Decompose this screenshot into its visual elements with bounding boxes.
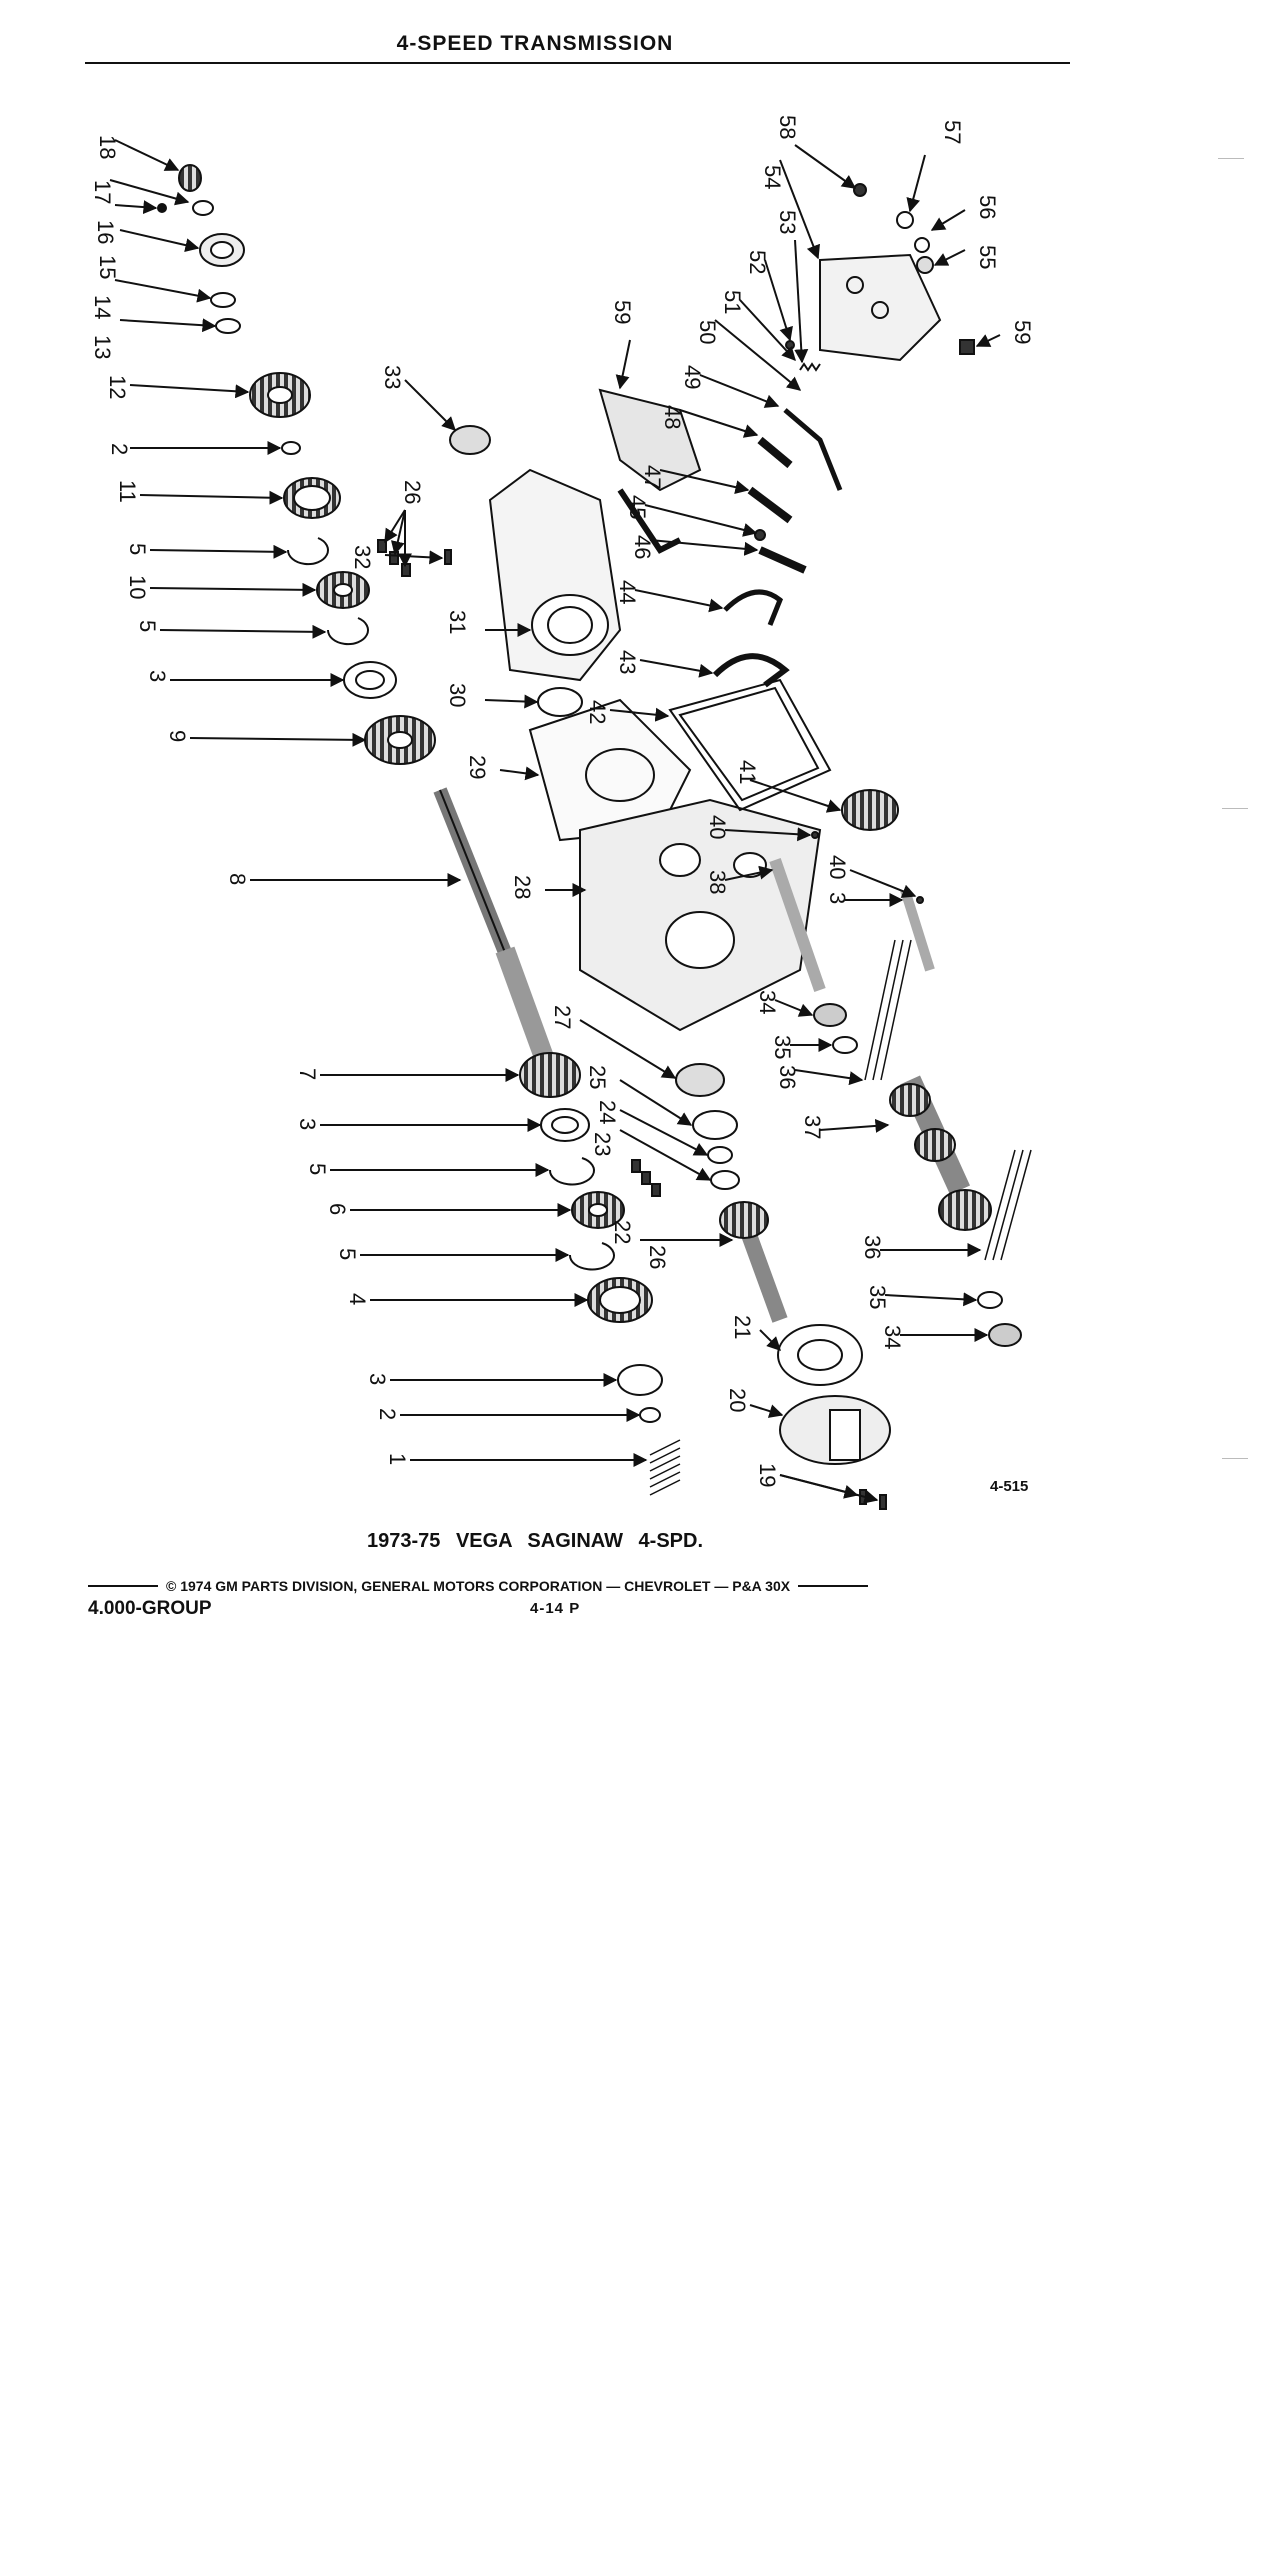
callout-label: 24	[595, 1100, 620, 1125]
callout-label: 33	[380, 365, 405, 390]
callout-label: 42	[585, 700, 610, 725]
callout-label: 36	[860, 1235, 885, 1260]
callout-label: 41	[735, 760, 760, 785]
callout-label: 35	[770, 1035, 795, 1060]
callout-label: 6	[325, 1203, 350, 1216]
callout-label: 19	[755, 1463, 780, 1488]
callout-label: 34	[880, 1325, 905, 1350]
figure-number: 4-515	[990, 1478, 1029, 1495]
callout-label: 28	[510, 875, 535, 900]
callout-label: 5	[125, 543, 150, 556]
callout-label: 54	[760, 165, 785, 190]
margin-mark	[1222, 1458, 1248, 1459]
page-title: 4-SPEED TRANSMISSION	[396, 32, 674, 55]
callout-label: 47	[640, 465, 665, 490]
callout-label: 55	[975, 245, 1000, 270]
callout-label: 11	[115, 480, 140, 503]
callout-label: 35	[865, 1285, 890, 1310]
callout-label: 14	[90, 295, 115, 320]
callout-label: 10	[125, 575, 150, 600]
margin-mark	[1218, 158, 1244, 159]
callout-label: 49	[680, 365, 705, 390]
callout-label: 3	[365, 1373, 390, 1386]
callout-label: 1	[385, 1453, 410, 1466]
callout-label: 56	[975, 195, 1000, 220]
callout-label: 31	[445, 610, 470, 635]
callout-label: 23	[590, 1132, 615, 1157]
callout-label: 2	[375, 1408, 400, 1421]
callout-label: 38	[705, 870, 730, 895]
callout-label: 57	[940, 120, 965, 145]
diagram-caption: 1973-75 VEGA SAGINAW 4-SPD.	[366, 1530, 704, 1552]
rule-left	[88, 1585, 158, 1587]
callout-label: 5	[135, 620, 160, 633]
group-label: 4.000-GROUP	[88, 1598, 212, 1619]
callout-label: 16	[93, 220, 118, 245]
callout-label: 48	[660, 405, 685, 430]
callout-label: 40	[705, 815, 730, 840]
callout-label: 36	[775, 1065, 800, 1090]
rule-right	[798, 1585, 868, 1587]
callout-label: 30	[445, 683, 470, 708]
callout-label: 34	[755, 990, 780, 1015]
callout-label: 25	[585, 1065, 610, 1090]
callout-label: 3	[825, 892, 850, 905]
callout-label: 58	[775, 115, 800, 140]
callout-label: 44	[615, 580, 640, 605]
exploded-parts-diagram	[60, 70, 1180, 1540]
callout-label: 3	[145, 670, 170, 683]
copyright-line	[88, 1578, 1053, 1594]
callout-label: 22	[610, 1220, 635, 1245]
callout-label: 29	[465, 755, 490, 780]
callout-label: 5	[305, 1163, 330, 1176]
callout-label: 12	[105, 375, 130, 400]
callout-label: 5	[335, 1248, 360, 1261]
callout-label: 46	[630, 535, 655, 560]
callout-label: 52	[745, 250, 770, 275]
callout-label: 3	[295, 1118, 320, 1131]
callout-label: 45	[625, 495, 650, 520]
callout-label: 18	[95, 135, 120, 160]
callout-label: 21	[730, 1315, 755, 1340]
callout-label: 9	[165, 730, 190, 743]
callout-label: 7	[295, 1068, 320, 1081]
callout-label: 59	[610, 300, 635, 325]
title-rule	[85, 62, 1070, 64]
page-number: 4-14 P	[530, 1600, 581, 1617]
callout-label: 2	[107, 443, 132, 456]
callout-label: 37	[800, 1115, 825, 1140]
callout-label: 4	[345, 1293, 370, 1306]
callout-label: 43	[615, 650, 640, 675]
callout-label: 59	[1010, 320, 1035, 345]
callout-label: 32	[350, 545, 375, 570]
callout-label: 26	[645, 1245, 670, 1270]
callout-label: 15	[95, 255, 120, 280]
copyright-text: © 1974 GM PARTS DIVISION, GENERAL MOTORS CORPORATION — CHEVROLET — P&A 30X	[166, 1578, 791, 1594]
callout-label: 13	[90, 335, 115, 360]
callout-label: 27	[550, 1005, 575, 1030]
callout-label: 51	[720, 290, 745, 315]
callout-label: 50	[695, 320, 720, 345]
callout-label: 17	[90, 180, 115, 205]
callout-label: 8	[225, 873, 250, 886]
margin-mark	[1222, 808, 1248, 809]
callout-label: 20	[725, 1388, 750, 1413]
callout-label: 53	[775, 210, 800, 235]
callout-label: 26	[400, 480, 425, 505]
callout-label: 40	[825, 855, 850, 880]
